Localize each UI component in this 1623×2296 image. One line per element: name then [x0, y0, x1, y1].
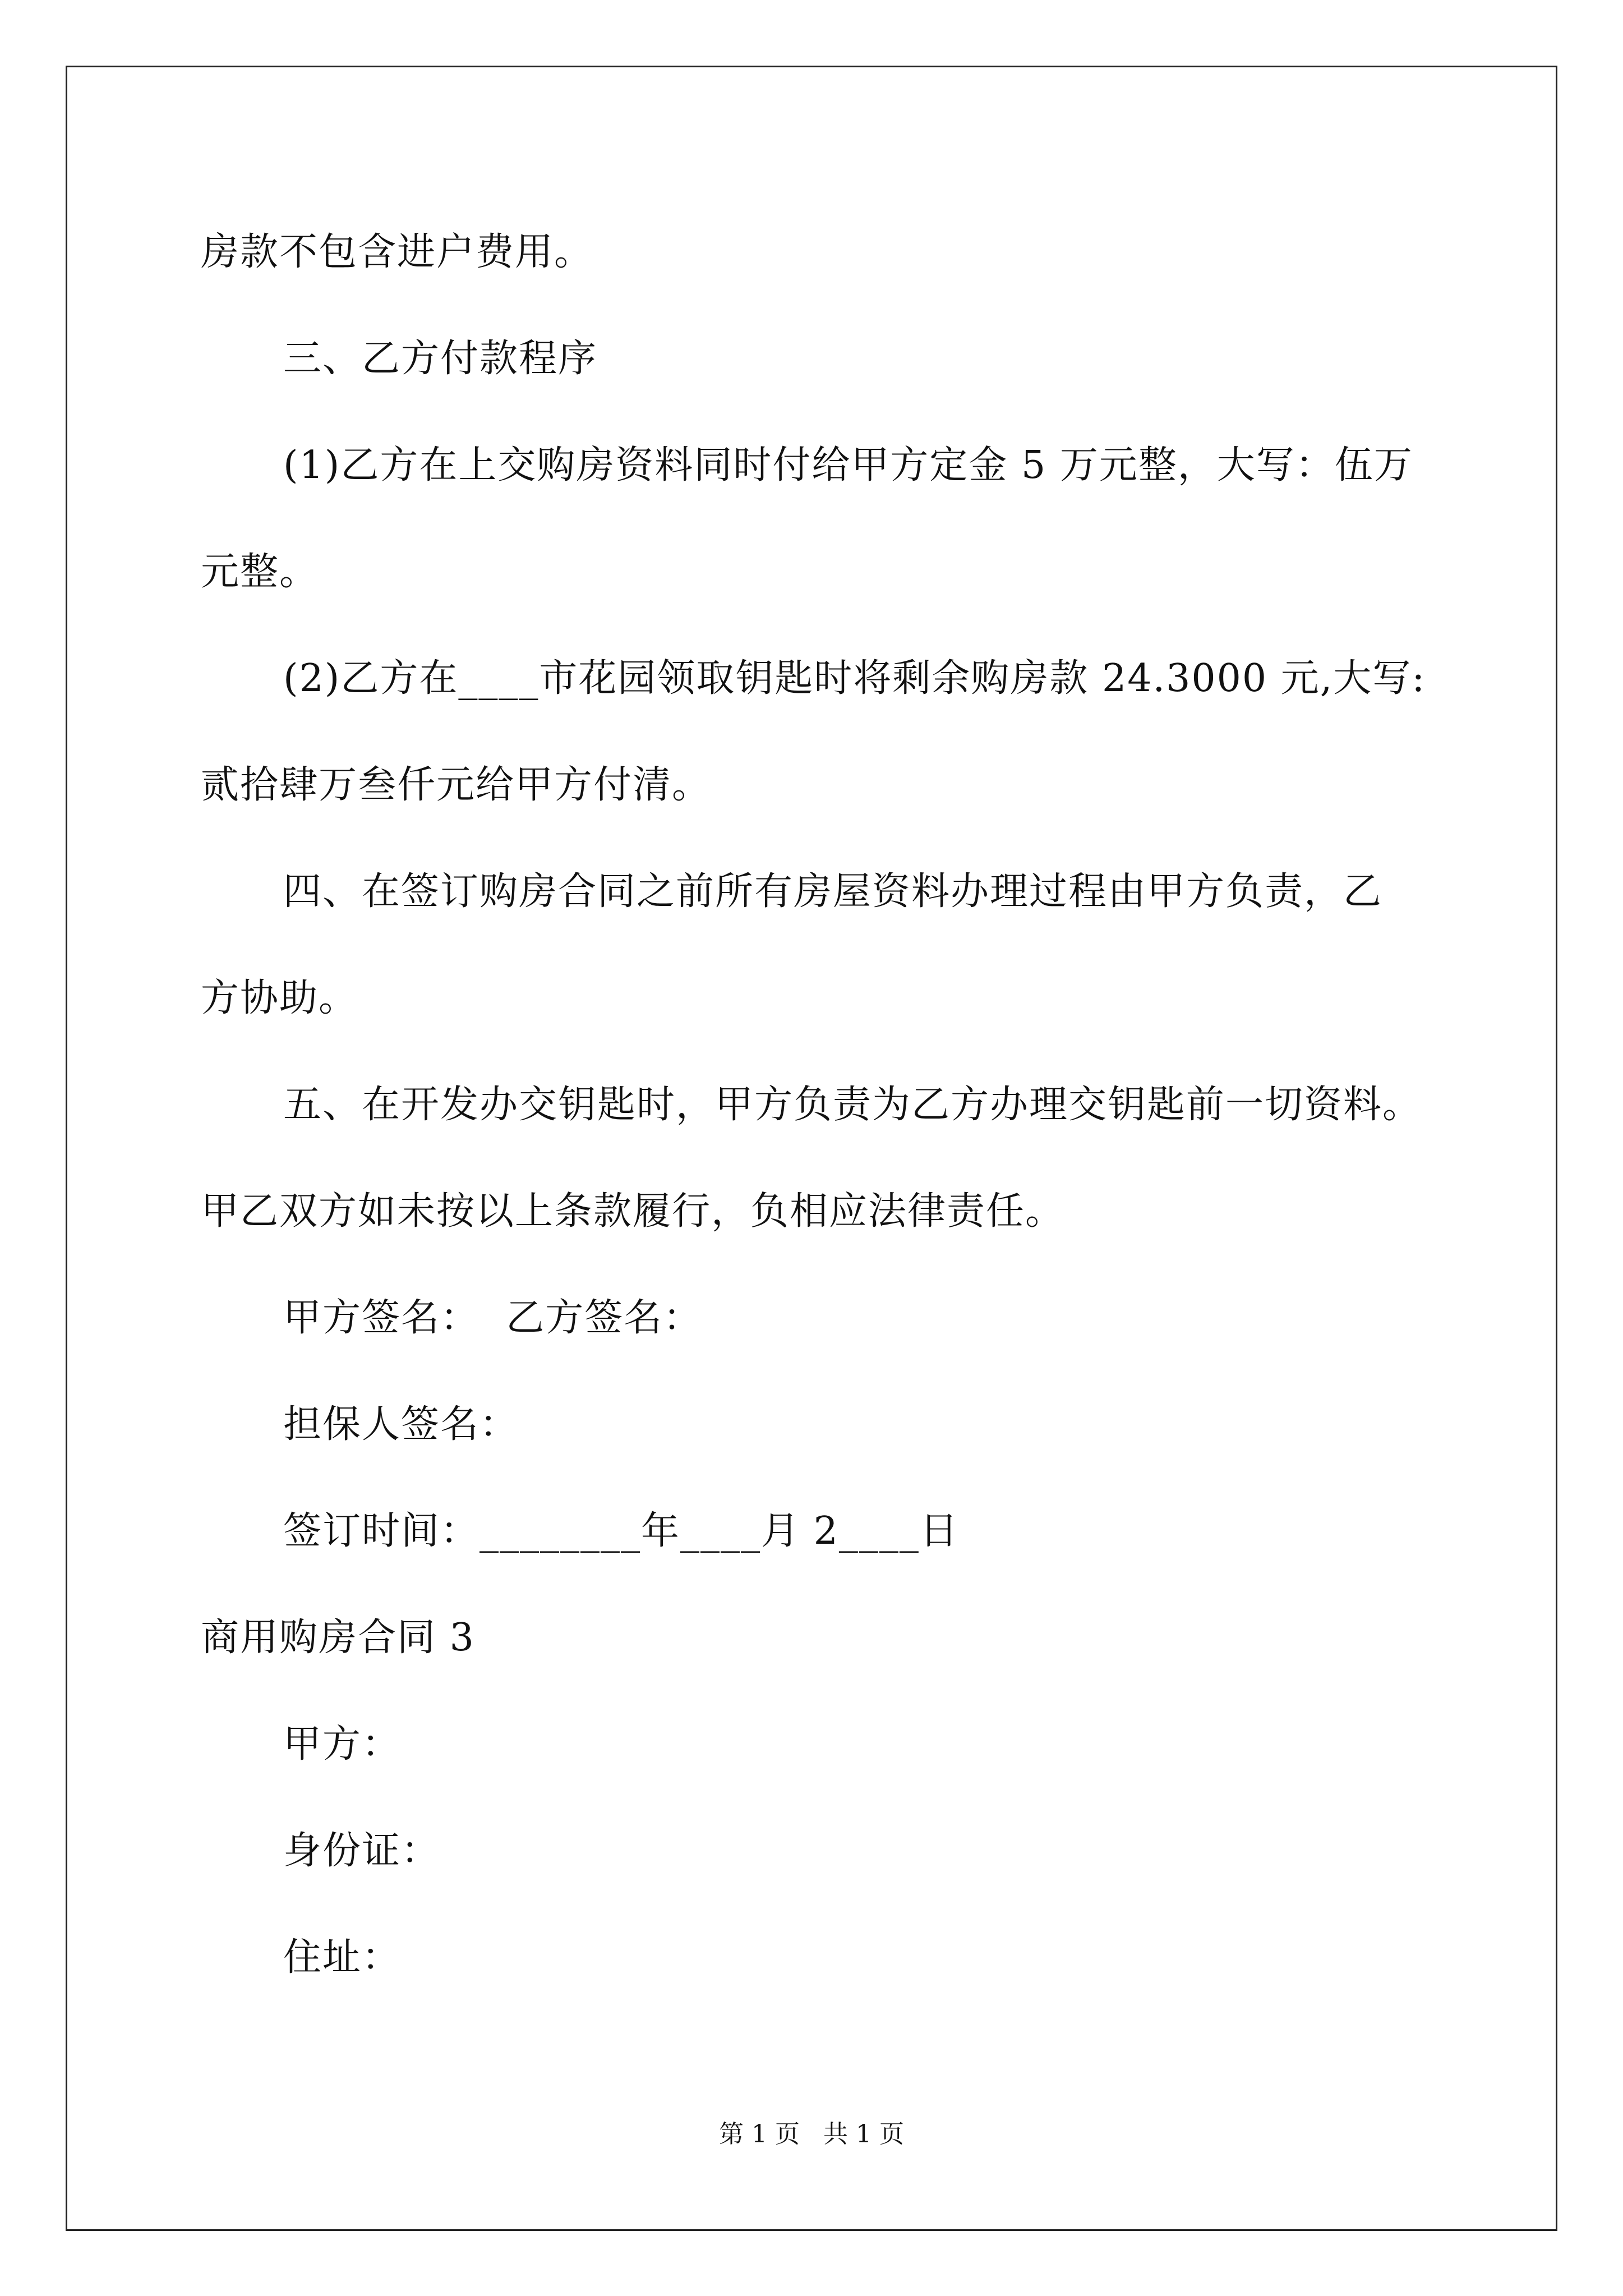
paragraph-line: 元整。	[201, 550, 319, 594]
paragraph-line: 方协助。	[201, 976, 358, 1020]
page-footer: 第 1 页 共 1 页	[719, 2120, 904, 2148]
paragraph-line: 房款不包含进户费用。	[201, 230, 594, 274]
paragraph-line: (1)乙方在上交购房资料同时付给甲方定金 5 万元整，大写：伍万	[283, 443, 1413, 487]
signature-line: 甲方签名： 乙方签名：	[283, 1296, 703, 1340]
party-a-field: 甲方：	[283, 1722, 402, 1766]
paragraph-line: 甲乙双方如未按以上条款履行，负相应法律责任。	[201, 1189, 1065, 1234]
address-field: 住址：	[283, 1935, 402, 1980]
signing-date-line: 签订时间：________年____月 2____日	[283, 1509, 959, 1553]
paragraph-line: (2)乙方在____市花园领取钥匙时将剩余购房款 24.3000 元,大写:	[283, 656, 1426, 701]
id-card-field: 身份证：	[283, 1829, 441, 1873]
page-border	[66, 66, 1557, 2231]
paragraph-line: 四、在签订购房合同之前所有房屋资料办理过程由甲方负责，乙	[283, 869, 1383, 914]
paragraph-line: 五、在开发办交钥匙时，甲方负责为乙方办理交钥匙前一切资料。	[283, 1083, 1422, 1127]
section-heading: 三、乙方付款程序	[283, 337, 598, 381]
contract-title: 商用购房合同 3	[201, 1616, 475, 1660]
paragraph-line: 贰拾肆万叁仟元给甲方付清。	[201, 763, 712, 807]
guarantor-signature-line: 担保人签名：	[283, 1402, 519, 1447]
